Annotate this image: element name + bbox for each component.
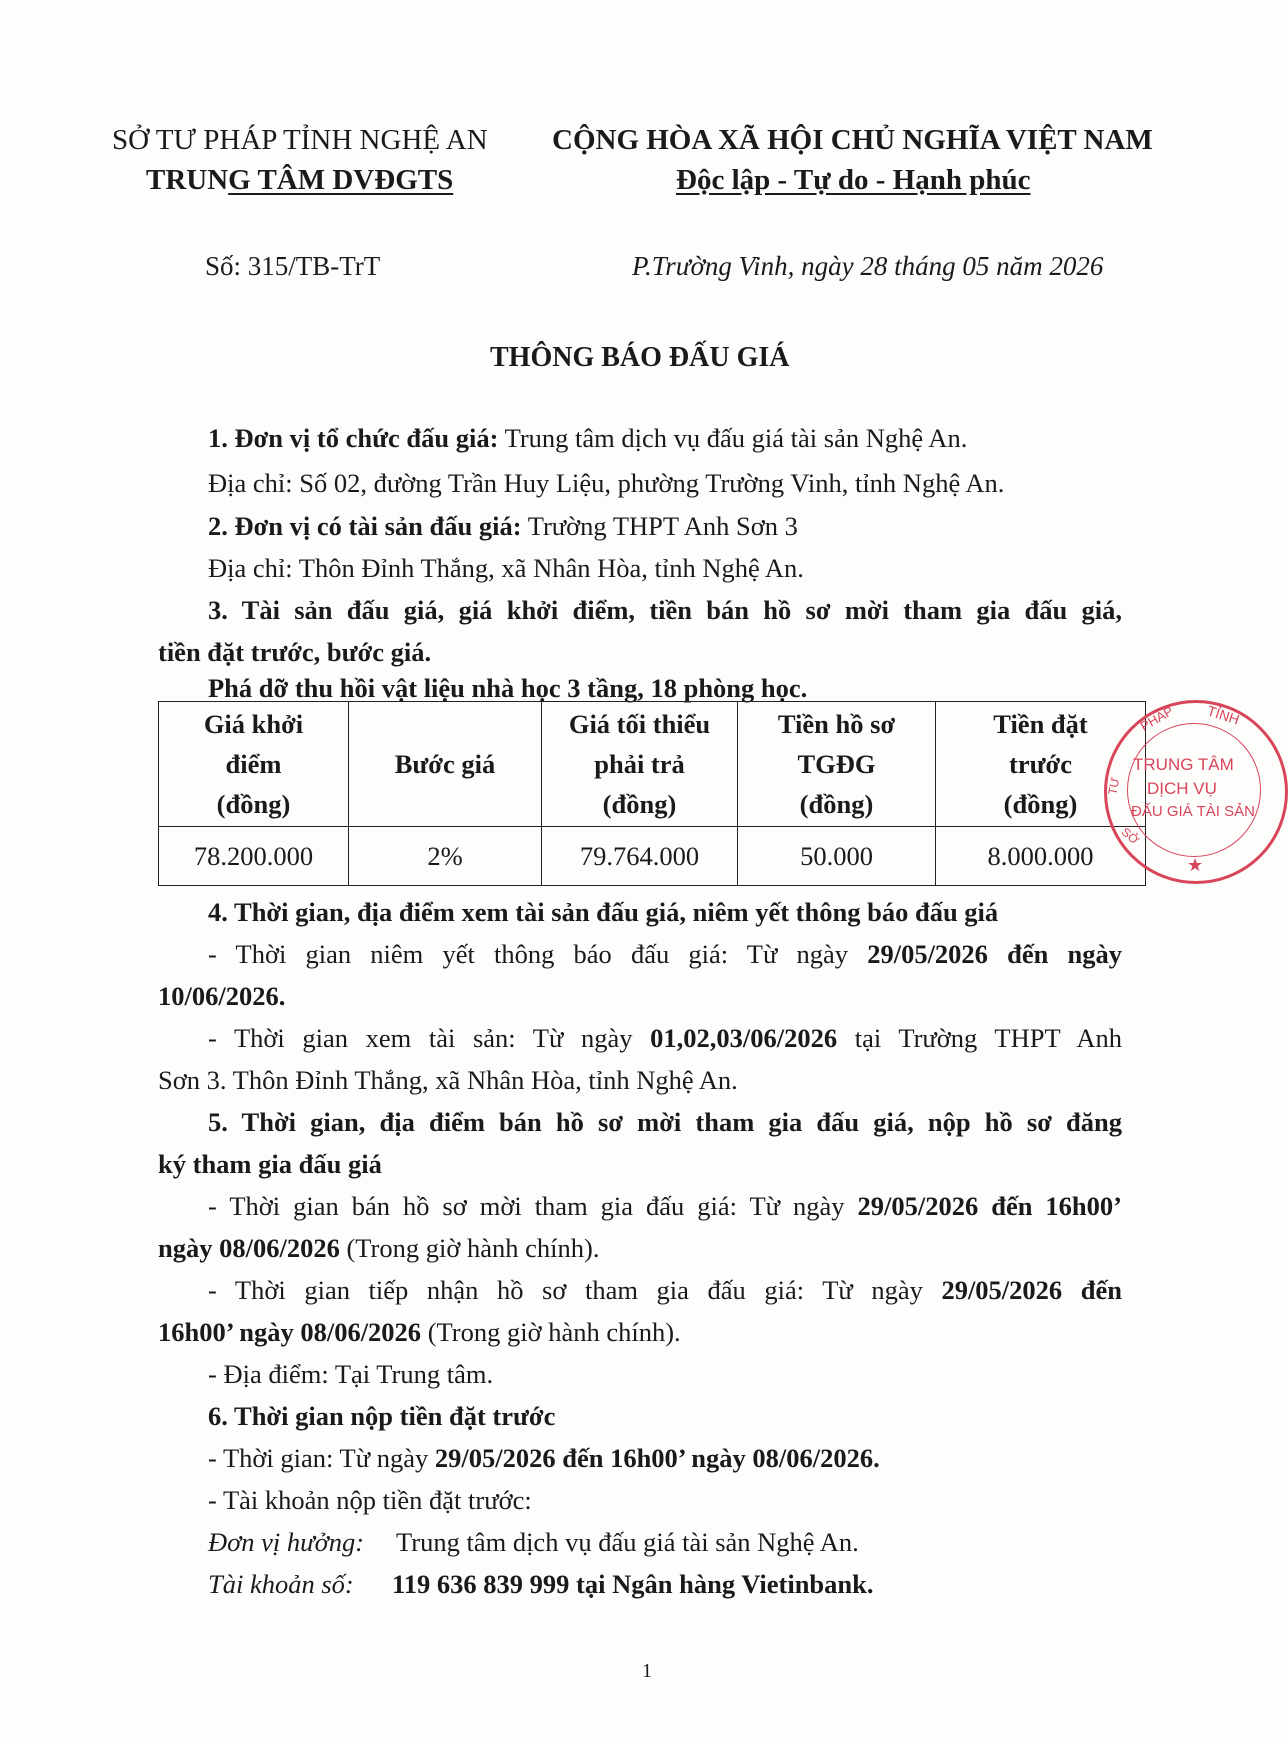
section-5-sale-line2: ngày 08/06/2026 (Trong giờ hành chính). xyxy=(158,1233,600,1263)
account-label: Tài khoản số: xyxy=(208,1569,354,1599)
cell-starting-price: 78.200.000 xyxy=(159,827,349,886)
page-number: 1 xyxy=(642,1660,652,1682)
section-5-heading-line1: 5. Thời gian, địa điểm bán hồ sơ mời tham gia đấu giá, nộp hồ sơ đăng xyxy=(208,1107,1122,1137)
section-4-posting-line2: 10/06/2026. xyxy=(158,981,286,1011)
section-5-receive-line1: - Thời gian tiếp nhận hồ sơ tham gia đấu giá: Từ ngày 29/05/2026 đến xyxy=(208,1275,1122,1305)
section-1-value: Trung tâm dịch vụ đấu giá tài sản Nghệ An. xyxy=(498,423,968,453)
cell-price-step: 2% xyxy=(349,827,542,886)
section-1 xyxy=(208,423,967,454)
official-seal xyxy=(1104,700,1288,884)
seal-line-1: TRUNG TÂM xyxy=(1133,755,1234,774)
section-5-place: - Địa điểm: Tại Trung tâm. xyxy=(208,1359,494,1389)
section-2-address: Địa chỉ: Thôn Đỉnh Thắng, xã Nhân Hòa, tỉnh Nghệ An. xyxy=(208,553,804,583)
header-minimum-payment: Giá tối thiểu phải trả (đồng) xyxy=(542,702,738,827)
cell-document-fee: 50.000 xyxy=(738,827,936,886)
page-title: THÔNG BÁO ĐẤU GIÁ xyxy=(490,342,790,373)
center-name-part2: G TÂM DVĐGTS xyxy=(228,164,454,196)
cell-minimum-payment: 79.764.000 xyxy=(542,827,738,886)
header-starting-price: Giá khởi điểm (đồng) xyxy=(159,702,349,827)
seal-line-2: DỊCH VỤ xyxy=(1147,779,1217,798)
section-5-receive-line2: 16h00’ ngày 08/06/2026 (Trong giờ hành chính). xyxy=(158,1317,681,1347)
national-motto: Độc lập - Tự do - Hạnh phúc xyxy=(676,164,1031,196)
document-number: Số: 315/TB-TrT xyxy=(205,251,381,281)
section-3-heading-line1: 3. Tài sản đấu giá, giá khởi điểm, tiền bán hồ sơ mời tham gia đấu giá, xyxy=(208,595,1122,625)
table-row xyxy=(159,827,1146,886)
place-date: P.Trường Vinh, ngày 28 tháng 05 năm 2026 xyxy=(632,251,1104,281)
center-name-part1: TRUN xyxy=(146,164,229,196)
seal-arc-left: TƯ xyxy=(1105,776,1123,796)
section-6-account-intro: - Tài khoản nộp tiền đặt trước: xyxy=(208,1485,532,1515)
beneficiary-value: Trung tâm dịch vụ đấu giá tài sản Nghệ An. xyxy=(396,1527,859,1557)
section-1-label: 1. Đơn vị tổ chức đấu giá: xyxy=(208,423,499,453)
center-name xyxy=(146,164,453,197)
seal-arc-top: PHÁP xyxy=(1137,703,1176,734)
section-3-heading-line2: tiền đặt trước, bước giá. xyxy=(158,637,432,667)
seal-arc-bottom-left: SỞ xyxy=(1118,824,1142,848)
section-4-posting-line1: - Thời gian niêm yết thông báo đấu giá: Từ ngày 29/05/2026 đến ngày xyxy=(208,939,1122,969)
section-4-viewing-line1: - Thời gian xem tài sản: Từ ngày 01,02,03/06/2026 tại Trường THPT Anh xyxy=(208,1023,1122,1053)
beneficiary-label: Đơn vị hưởng: xyxy=(208,1527,365,1557)
section-4-viewing-line2: Sơn 3. Thôn Đỉnh Thắng, xã Nhân Hòa, tỉnh Nghệ An. xyxy=(158,1065,738,1095)
seal-arc-top-right: TỈNH xyxy=(1205,702,1242,728)
section-2 xyxy=(208,511,798,542)
national-title: CỘNG HÒA XÃ HỘI CHỦ NGHĨA VIỆT NAM xyxy=(552,124,1153,156)
section-6-time: - Thời gian: Từ ngày 29/05/2026 đến 16h00’ ngày 08/06/2026. xyxy=(208,1443,880,1473)
asset-description: Phá dỡ thu hồi vật liệu nhà học 3 tầng, 18 phòng học. xyxy=(208,673,808,703)
header-deposit: Tiền đặt trước (đồng) xyxy=(936,702,1146,827)
section-4-heading: 4. Thời gian, địa điểm xem tài sản đấu giá, niêm yết thông báo đấu giá xyxy=(208,897,999,927)
section-5-sale-line1: - Thời gian bán hồ sơ mời tham gia đấu giá: Từ ngày 29/05/2026 đến 16h00’ xyxy=(208,1191,1122,1221)
section-6-heading: 6. Thời gian nộp tiền đặt trước xyxy=(208,1401,556,1431)
auction-price-table xyxy=(158,701,1146,886)
agency-name: SỞ TƯ PHÁP TỈNH NGHỆ AN xyxy=(112,124,488,156)
section-2-label: 2. Đơn vị có tài sản đấu giá: xyxy=(208,511,522,541)
account-value: 119 636 839 999 tại Ngân hàng Vietinbank. xyxy=(392,1569,874,1599)
header-document-fee: Tiền hồ sơ TGĐG (đồng) xyxy=(738,702,936,827)
section-5-heading-line2: ký tham gia đấu giá xyxy=(158,1149,382,1179)
cell-deposit: 8.000.000 xyxy=(936,827,1146,886)
seal-line-3: ĐẤU GIÁ TÀI SẢN xyxy=(1131,803,1255,820)
section-2-value: Trường THPT Anh Sơn 3 xyxy=(521,511,798,541)
seal-star-icon: ★ xyxy=(1187,855,1204,875)
section-1-address: Địa chỉ: Số 02, đường Trần Huy Liệu, phường Trường Vinh, tỉnh Nghệ An. xyxy=(208,468,1005,498)
header-price-step: Bước giá xyxy=(349,702,542,827)
table-header-row xyxy=(159,702,1146,827)
